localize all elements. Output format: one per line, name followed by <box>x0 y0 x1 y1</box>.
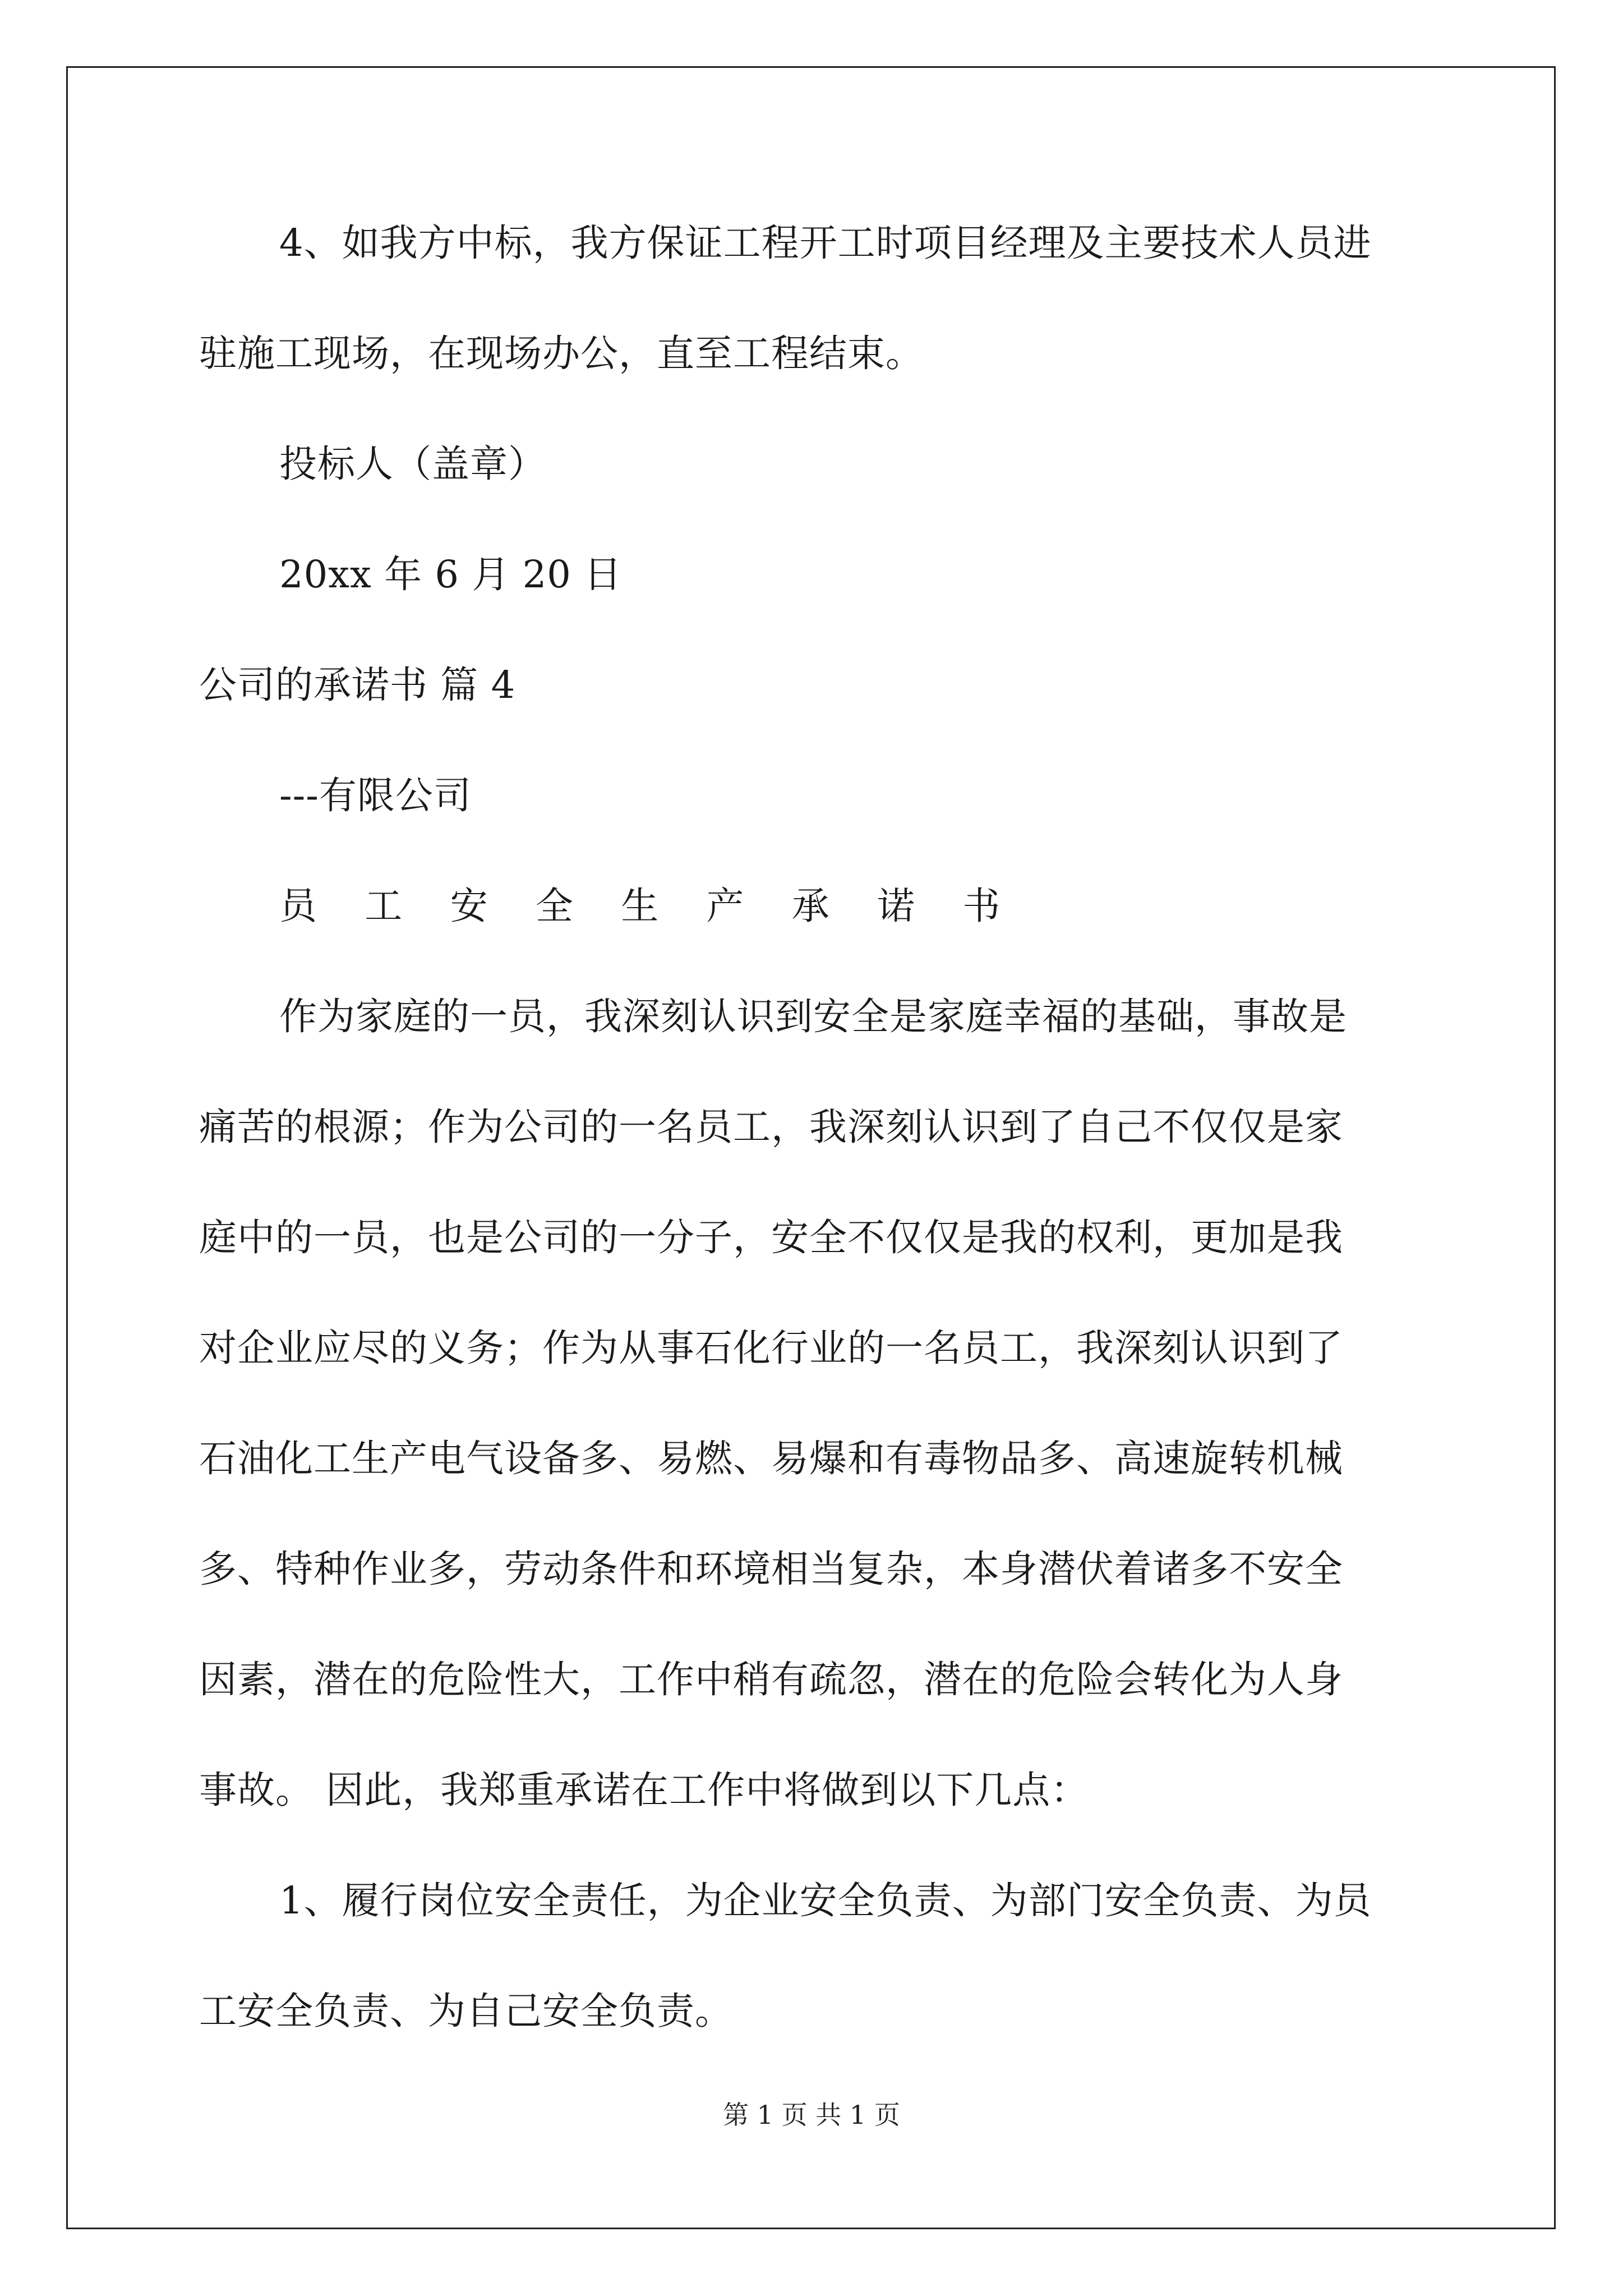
paragraph-line: 事故。 因此，我郑重承诺在工作中将做到以下几点： <box>199 1768 1089 1812</box>
document-title: 员 工 安 全 生 产 承 诺 书 <box>279 884 1018 928</box>
page-footer: 第 1 页 共 1 页 <box>723 2100 900 2130</box>
paragraph-line: 工安全负责、为自己安全负责。 <box>199 1989 733 2033</box>
signature-label: 投标人（盖章） <box>279 442 546 486</box>
date-line: 20xx 年 6 月 20 日 <box>279 553 623 596</box>
document-body <box>199 219 1433 2097</box>
paragraph-line: 4、如我方中标，我方保证工程开工时项目经理及主要技术人员进 <box>279 221 1372 265</box>
paragraph-line: 作为家庭的一员，我深刻认识到安全是家庭幸福的基础，事故是 <box>279 995 1347 1038</box>
paragraph-line: 1、履行岗位安全责任，为企业安全负责、为部门安全负责、为员 <box>279 1879 1372 1922</box>
section-heading: 公司的承诺书 篇 4 <box>199 663 516 707</box>
paragraph-line: 多、特种作业多，劳动条件和环境相当复杂，本身潜伏着诸多不安全 <box>199 1547 1343 1591</box>
company-name: ---有限公司 <box>279 774 472 817</box>
paragraph-line: 对企业应尽的义务；作为从事石化行业的一名员工，我深刻认识到了 <box>199 1326 1343 1370</box>
paragraph-line: 驻施工现场，在现场办公，直至工程结束。 <box>199 332 924 375</box>
paragraph-line: 石油化工生产电气设备多、易燃、易爆和有毒物品多、高速旋转机械 <box>199 1437 1343 1480</box>
paragraph-line: 因素，潜在的危险性大，工作中稍有疏忽，潜在的危险会转化为人身 <box>199 1658 1343 1701</box>
paragraph-line: 庭中的一员，也是公司的一分子，安全不仅仅是我的权利，更加是我 <box>199 1216 1343 1259</box>
paragraph-line: 痛苦的根源；作为公司的一名员工，我深刻认识到了自己不仅仅是家 <box>199 1105 1343 1149</box>
